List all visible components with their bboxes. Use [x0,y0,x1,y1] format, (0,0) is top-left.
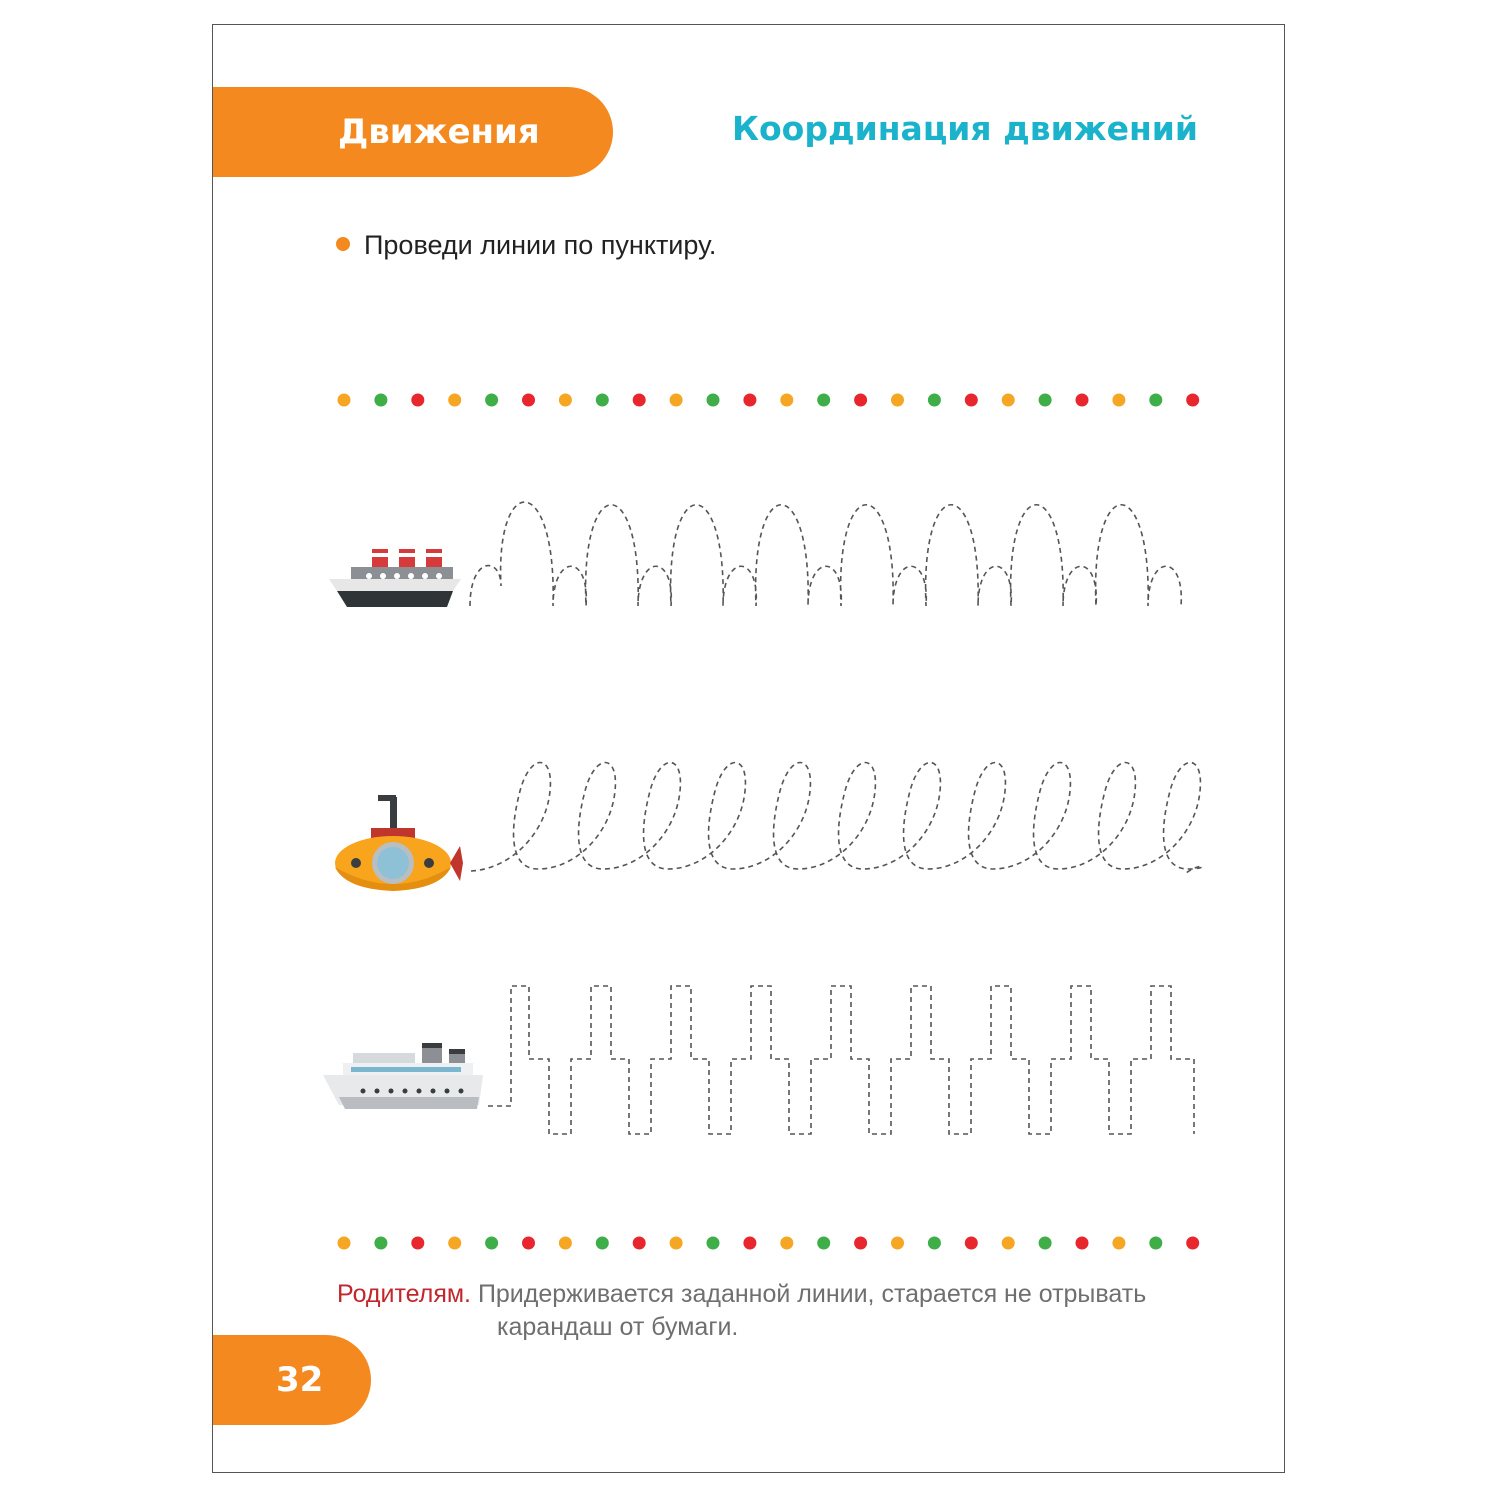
dot [1186,1237,1199,1250]
dot [1112,394,1125,407]
exercise-artwork [213,25,1285,1473]
dot [1002,1237,1015,1250]
dot [633,394,646,407]
tracing-path-loops [471,763,1202,874]
page-number-tab [213,1335,371,1425]
workbook-page [212,24,1285,1473]
cruise-liner-icon [323,1043,483,1109]
parents-note-lead: Родителям. [337,1280,471,1308]
dot [522,1237,535,1250]
dot [1149,1237,1162,1250]
dot [1039,1237,1052,1250]
dot [485,1237,498,1250]
dot [1112,1237,1125,1250]
dot [707,1237,720,1250]
dot [817,1237,830,1250]
dot [448,1237,461,1250]
dot [411,394,424,407]
dot-row-bottom [338,1237,1200,1250]
parents-note-line1: Придерживается заданной линии, старается не отрывать [477,1280,1147,1308]
dot [448,394,461,407]
dot [485,394,498,407]
page-number: 32 [276,1360,324,1400]
dot [965,394,978,407]
steamship-icon [329,549,461,607]
dot [928,1237,941,1250]
dot [743,394,756,407]
dot [559,1237,572,1250]
dot [1002,394,1015,407]
dot [596,394,609,407]
parents-note [337,1278,1146,1344]
dot [559,394,572,407]
dot [965,1237,978,1250]
dot [891,1237,904,1250]
dot [670,1237,683,1250]
dot [707,394,720,407]
dot [1076,394,1089,407]
instruction-text: Проведи линии по пунктиру. [364,230,717,260]
dot [743,1237,756,1250]
dot [338,394,351,407]
dot [411,1237,424,1250]
dot [1076,1237,1089,1250]
dot [928,394,941,407]
dot [596,1237,609,1250]
dot [891,394,904,407]
parents-note-line2: карандаш от бумаги. [497,1313,739,1341]
topic-title: Координация движений [732,109,1198,148]
tracing-path-arches [470,502,1181,606]
section-title: Движения [338,112,540,152]
tracing-path-square-wave [488,986,1194,1134]
dot [338,1237,351,1250]
dot [374,394,387,407]
dot [1039,394,1052,407]
dot [854,394,867,407]
dot [633,1237,646,1250]
dot [1186,394,1199,407]
dot [1149,394,1162,407]
dot-row-top [338,394,1200,407]
dot [522,394,535,407]
dot [817,394,830,407]
dot [854,1237,867,1250]
dot [780,1237,793,1250]
dot [374,1237,387,1250]
dot [780,394,793,407]
submarine-icon [335,795,463,891]
dot [670,394,683,407]
